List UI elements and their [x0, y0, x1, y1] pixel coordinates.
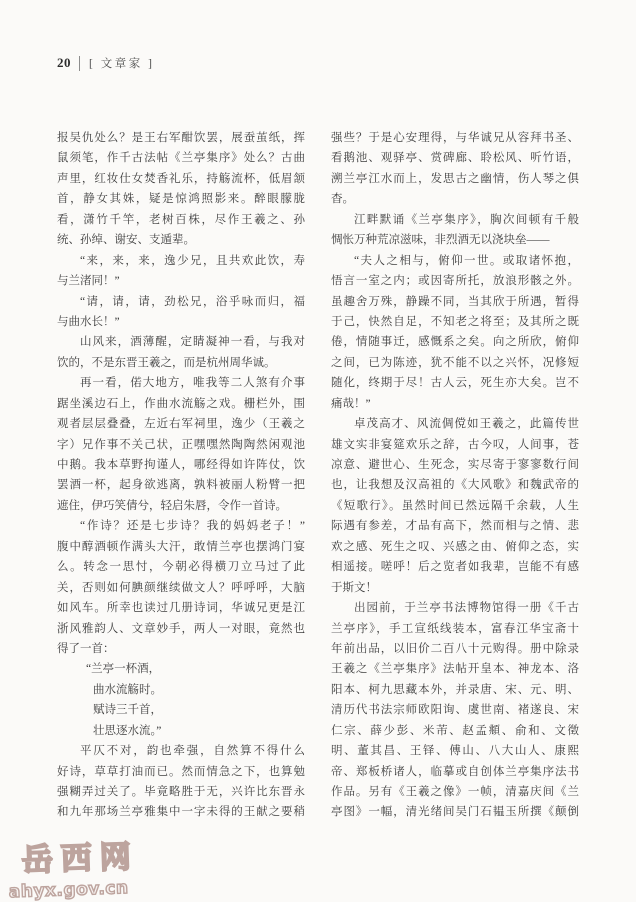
text-line: 王羲之《兰亭集序》法帖开皇本、神龙本、洛 — [331, 663, 579, 676]
text-line: 罢酒一杯，起身欲逃离，孰料被丽人粉臂一把 — [57, 479, 305, 492]
text-line: “夫人之相与，俯仰一世。或取诸怀抱， — [354, 254, 579, 267]
text-line: 壮思逐水流。” — [93, 724, 162, 737]
text-line: 与曲水长！” — [57, 315, 120, 328]
watermark — [7, 831, 140, 902]
text-line: 欢之感、死生之叹、兴感之由、俯仰之态，实 — [331, 540, 579, 553]
text-line: 中鹅。我本草野拘谨人，哪经得如许阵仗，饮 — [57, 459, 305, 471]
page-header — [57, 54, 154, 72]
text-line: 报吴仇处么？是王右军酣饮罢，展蚕茧纸，挥 — [57, 132, 305, 144]
text-line: 于斯文！ — [331, 581, 377, 594]
text-line: 雄文实非宴筵欢乐之辞，古今叹，人间事，苍 — [331, 438, 579, 451]
text-line: 饮的，不是东晋王羲之，而是杭州周华诚。 — [57, 356, 276, 369]
text-line: 倦，情随事迁，感慨系之矣。向之所欣，俯仰 — [331, 336, 579, 349]
text-line: 遮住，伊巧笑倩兮，轻启朱唇，令作一首诗。 — [57, 499, 287, 512]
text-line: 鼠须笔，作千古法帖《兰亭集序》处么？古曲 — [57, 152, 305, 165]
text-line: 得了一首： — [57, 642, 115, 655]
text-line: 么。转念一思忖，今朝必得横刀立马过了此 — [57, 561, 305, 574]
text-line: 凉意、避世心、生死念，实尽寄于寥寥数行间 — [331, 459, 579, 471]
text-line: 统、孙绰、谢安、支遁辈。 — [57, 234, 195, 247]
text-line: 好诗，草草打油而已。然而情急之下，也算勉 — [57, 765, 305, 778]
article-body — [57, 128, 579, 823]
text-line: 仁宗、薛少彭、米芾、赵孟頫、俞和、文徵 — [331, 724, 579, 737]
text-line: 杳。 — [331, 193, 354, 206]
text-line: 字）兄作事不关己状，正嘿嘿然陶陶然闲观池 — [57, 438, 305, 451]
text-line: 出园前，于兰亭书法博物馆得一册《千古 — [354, 602, 579, 615]
text-line: 作品。另有《王羲之像》一帧，清嘉庆间《兰 — [331, 786, 579, 798]
text-line: 赋诗三千首， — [93, 704, 162, 717]
page-number: 20 — [57, 55, 71, 70]
text-line: 兰亭序》，手工宣纸线装本，富春江华宝斋十 — [331, 622, 579, 635]
text-line: 曲水流觞时。 — [93, 683, 162, 696]
text-line: 也，让我想及汉高祖的《大风歌》和魏武帝的 — [331, 479, 579, 492]
text-line: 年前出品，以旧价二百八十元购得。册中除录 — [331, 642, 579, 655]
right-column — [331, 128, 579, 823]
text-line: 痛哉！” — [331, 397, 371, 410]
text-line: 亭图》一幅，清光绪间吴门石韫玉所撰《颠倒 — [331, 806, 579, 819]
text-line: 踞坐溪边石上，作曲水流觞之戏。栅栏外，围 — [57, 397, 305, 410]
text-line: 相遥接。嗟呼！后之览者如我辈，岂能不有感 — [331, 561, 579, 574]
text-line: 腹中醇酒顿作满头大汗，敢情兰亭也摆鸿门宴 — [57, 540, 305, 553]
text-line: 关，否则如何腆颜继续做文人？呼呼呼，大脑 — [57, 581, 305, 594]
text-line: 和九年那场兰亭雅集中一字未得的王献之要稍 — [57, 806, 305, 819]
text-line: 如风车。所幸也读过几册诗词，华诚兄更是江 — [57, 602, 305, 615]
text-line: 再一看，偌大地方，唯我等二人煞有介事 — [80, 377, 305, 390]
text-line: 山风来，酒薄醒，定睛凝神一看，与我对 — [80, 336, 305, 349]
text-line: 声里，红妆仕女焚香礼乐，持觞流杯，低眉颔 — [57, 172, 305, 185]
text-line: 看鹅池、观驿亭、赏碑廊、聆松风、听竹语， — [331, 152, 579, 165]
text-line: 清历代书法宗师欧阳询、虞世南、褚遂良、宋 — [331, 704, 579, 717]
text-line: “兰亭一杯酒， — [86, 663, 161, 676]
text-line: 明、董其昌、王铎、傅山、八大山人、康熙 — [331, 745, 579, 758]
text-line: 看，潇竹千竿，老树百株，尽作王羲之、孙 — [57, 213, 305, 226]
text-line: 卓茂高才、风流倜傥如王羲之，此篇传世 — [354, 418, 579, 431]
text-line: 浙风雅韵人、文章妙手，两人一对眼，竟然也 — [57, 622, 305, 635]
text-line: 溯兰亭江水而上，发思古之幽情，伤人琴之俱 — [331, 172, 579, 185]
text-line: 《短歌行》。虽然时间已然远隔千余载，人生 — [331, 499, 579, 512]
text-line: 与兰渚同！” — [57, 275, 120, 288]
text-line: 随化，终期于尽！古人云，死生亦大矣。岂不 — [331, 377, 579, 390]
watermark-site-name: 岳西网 — [21, 838, 140, 879]
text-line: 际遇有参差，才品有高下，然而相与之情、悲 — [331, 520, 579, 533]
section-label: [ 文章家 ] — [89, 58, 155, 70]
text-line: “作诗？还是七步诗？我的妈妈老子！” — [80, 520, 305, 533]
text-line: 于己，快然自足，不知老之将至；及其所之既 — [331, 315, 579, 328]
header-divider — [79, 56, 80, 71]
text-line: 帝、郑板桥诸人，临摹或自创体兰亭集序法书 — [331, 765, 579, 778]
text-line: “请，请，请，劲松兄，浴乎咏而归，福 — [80, 295, 305, 308]
text-line: 惆怅万种荒凉滋味，非烈酒无以浇块垒—— — [331, 234, 550, 247]
text-line: 阳本、柯九思藏本外，并录唐、宋、元、明、 — [331, 683, 579, 696]
text-line: 强些？于是心安理得，与华诚兄从容拜书圣、 — [331, 132, 579, 144]
text-line: “来，来，来，逸少兄，且共欢此饮，寿 — [80, 254, 305, 267]
text-line: 虽趣舍万殊，静躁不同，当其欣于所遇，暂得 — [331, 295, 579, 308]
text-line: 悟言一室之内；或因寄所托，放浪形骸之外。 — [331, 275, 579, 288]
text-line: 观者层层叠叠，左近右军祠里，逸少（王羲之 — [57, 418, 305, 431]
watermark-site-url: ahyx.gov.cn — [8, 878, 129, 902]
left-column — [57, 128, 305, 823]
text-line: 江畔默诵《兰亭集序》，胸次间顿有千般 — [354, 213, 579, 226]
text-line: 平仄不对，韵也牵强，自然算不得什么 — [80, 745, 305, 758]
text-line: 首，静女其姝，疑是惊鸿照影来。醉眼朦胧 — [57, 193, 305, 206]
text-line: 强糊弄过关了。毕竟略胜于无，兴许比东晋永 — [57, 786, 305, 798]
text-line: 之间，已为陈迹，犹不能不以之兴怀，况修短 — [331, 356, 579, 369]
